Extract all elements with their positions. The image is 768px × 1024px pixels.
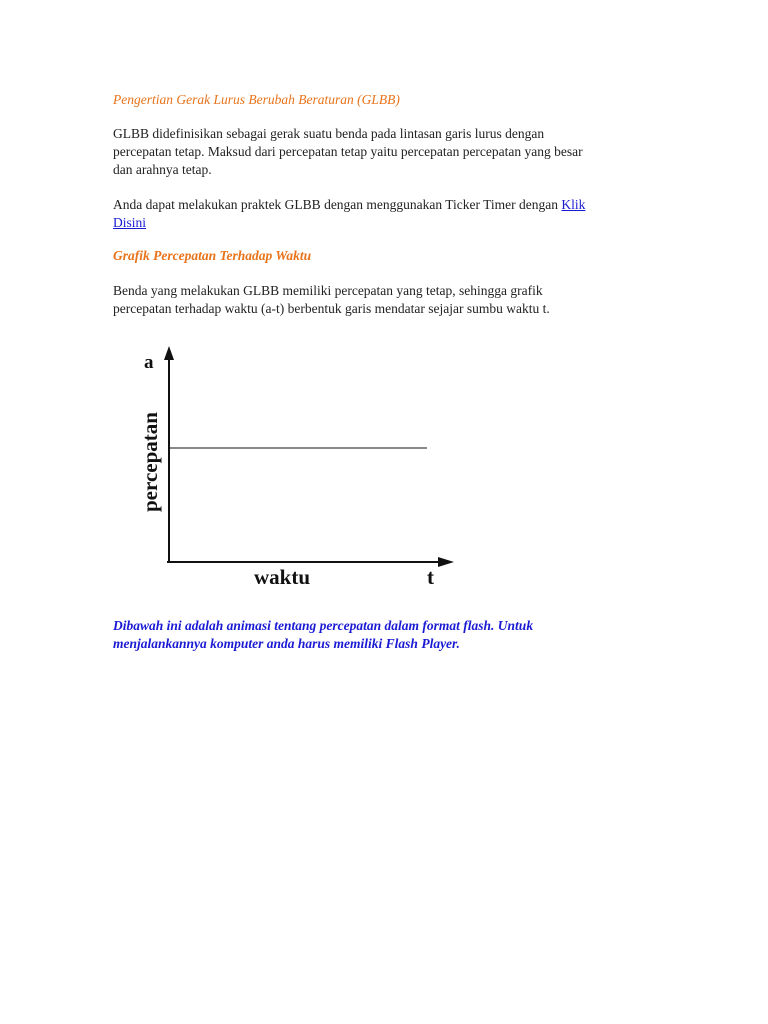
paragraph-line: Benda yang melakukan GLBB memiliki percepatan yang tetap, sehingga grafik (113, 283, 543, 298)
note-line: menjalankannya komputer anda harus memiliki Flash Player. (113, 636, 460, 651)
flash-animation-note (113, 617, 653, 653)
ticker-timer-text: Anda dapat melakukan praktek GLBB dengan menggunakan Ticker Timer dengan (113, 197, 562, 212)
note-line: Dibawah ini adalah animasi tentang percepatan dalam format flash. Untuk (113, 618, 534, 633)
klik-disini-link-continued[interactable]: Disini (113, 215, 147, 230)
klik-disini-link[interactable]: Klik (561, 197, 586, 212)
x-axis-arrow-icon (438, 557, 454, 567)
y-axis-label: percepatan (138, 412, 162, 512)
paragraph-line: GLBB didefinisikan sebagai gerak suatu benda pada lintasan garis lurus dengan (113, 126, 545, 141)
paragraph-graph-description (113, 282, 653, 318)
acceleration-time-graph (130, 340, 460, 590)
paragraph-ticker-timer (113, 196, 653, 232)
paragraph-line: percepatan tetap. Maksud dari percepatan tetap yaitu percepatan percepatan yang besar (113, 144, 583, 159)
x-axis-symbol: t (427, 565, 434, 589)
paragraph-line: dan arahnya tetap. (113, 162, 212, 177)
paragraph-glbb-definition (113, 125, 653, 179)
x-axis-label: waktu (254, 565, 311, 589)
heading-glbb-definition: Pengertian Gerak Lurus Berubah Beraturan (GLBB) (113, 92, 400, 107)
y-axis-symbol: a (144, 352, 154, 373)
paragraph-line: percepatan terhadap waktu (a-t) berbentuk garis mendatar sejajar sumbu waktu t. (113, 301, 550, 316)
heading-acceleration-graph: Grafik Percepatan Terhadap Waktu (113, 248, 312, 263)
y-axis-arrow-icon (164, 346, 174, 360)
